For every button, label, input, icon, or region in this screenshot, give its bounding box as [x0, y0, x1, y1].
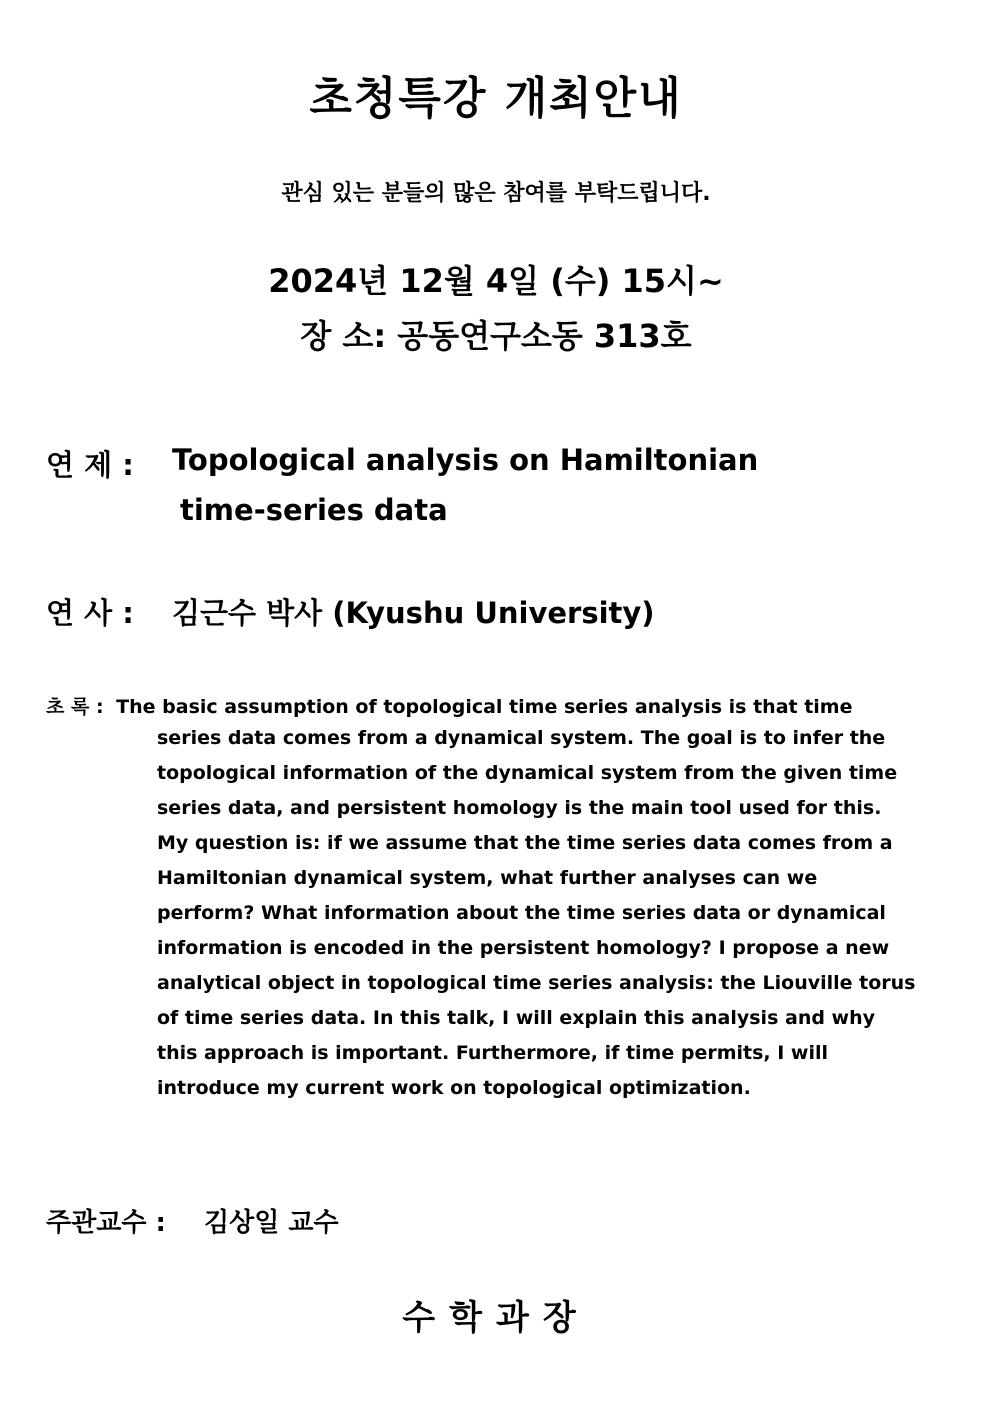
abstract-line: topological information of the dynamical system from the given time: [157, 762, 898, 784]
host-professor: 김상일 교수: [204, 1208, 339, 1238]
speaker-name: 김근수 박사 (Kyushu University): [172, 596, 655, 630]
abstract-line: perform? What information about the time series data or dynamical: [157, 902, 886, 924]
event-datetime: 2024년 12월 4일 (수) 15시~: [268, 262, 724, 300]
abstract-label: [46, 692, 853, 719]
event-location: 장 소: 공동연구소동 313호: [300, 317, 692, 355]
host-label: 주관교수 :: [46, 1208, 166, 1238]
abstract-line: Hamiltonian dynamical system, what further analyses can we: [157, 867, 818, 889]
abstract-line: series data comes from a dynamical system. The goal is to infer the: [157, 727, 886, 749]
abstract-line: My question is: if we assume that the time series data comes from a: [157, 832, 893, 854]
topic-title-line-2: time-series data: [180, 493, 448, 527]
abstract-line: analytical object in topological time series analysis: the Liouville torus: [157, 972, 916, 994]
abstract-first-line: The basic assumption of topological time series analysis is that time: [116, 696, 853, 718]
abstract-line: of time series data. In this talk, I will explain this analysis and why: [157, 1007, 876, 1029]
speaker-label: 연 사 :: [46, 596, 134, 630]
invitation-text: 관심 있는 분들의 많은 참여를 부탁드립니다.: [281, 181, 711, 206]
topic-label: 연 제 :: [46, 448, 134, 482]
abstract-line: this approach is important. Furthermore, if time permits, I will: [157, 1042, 829, 1064]
topic-title-line-1: Topological analysis on Hamiltonian: [172, 443, 759, 477]
department-signature: 수학과장: [402, 1298, 590, 1338]
abstract-label-text: 초 록 :: [46, 696, 104, 718]
abstract-line: information is encoded in the persistent homology? I propose a new: [157, 937, 890, 959]
page-title: 초청특강 개최안내: [309, 73, 683, 124]
abstract-line: series data, and persistent homology is the main tool used for this.: [157, 797, 882, 819]
abstract-line: introduce my current work on topological optimization.: [157, 1077, 751, 1099]
